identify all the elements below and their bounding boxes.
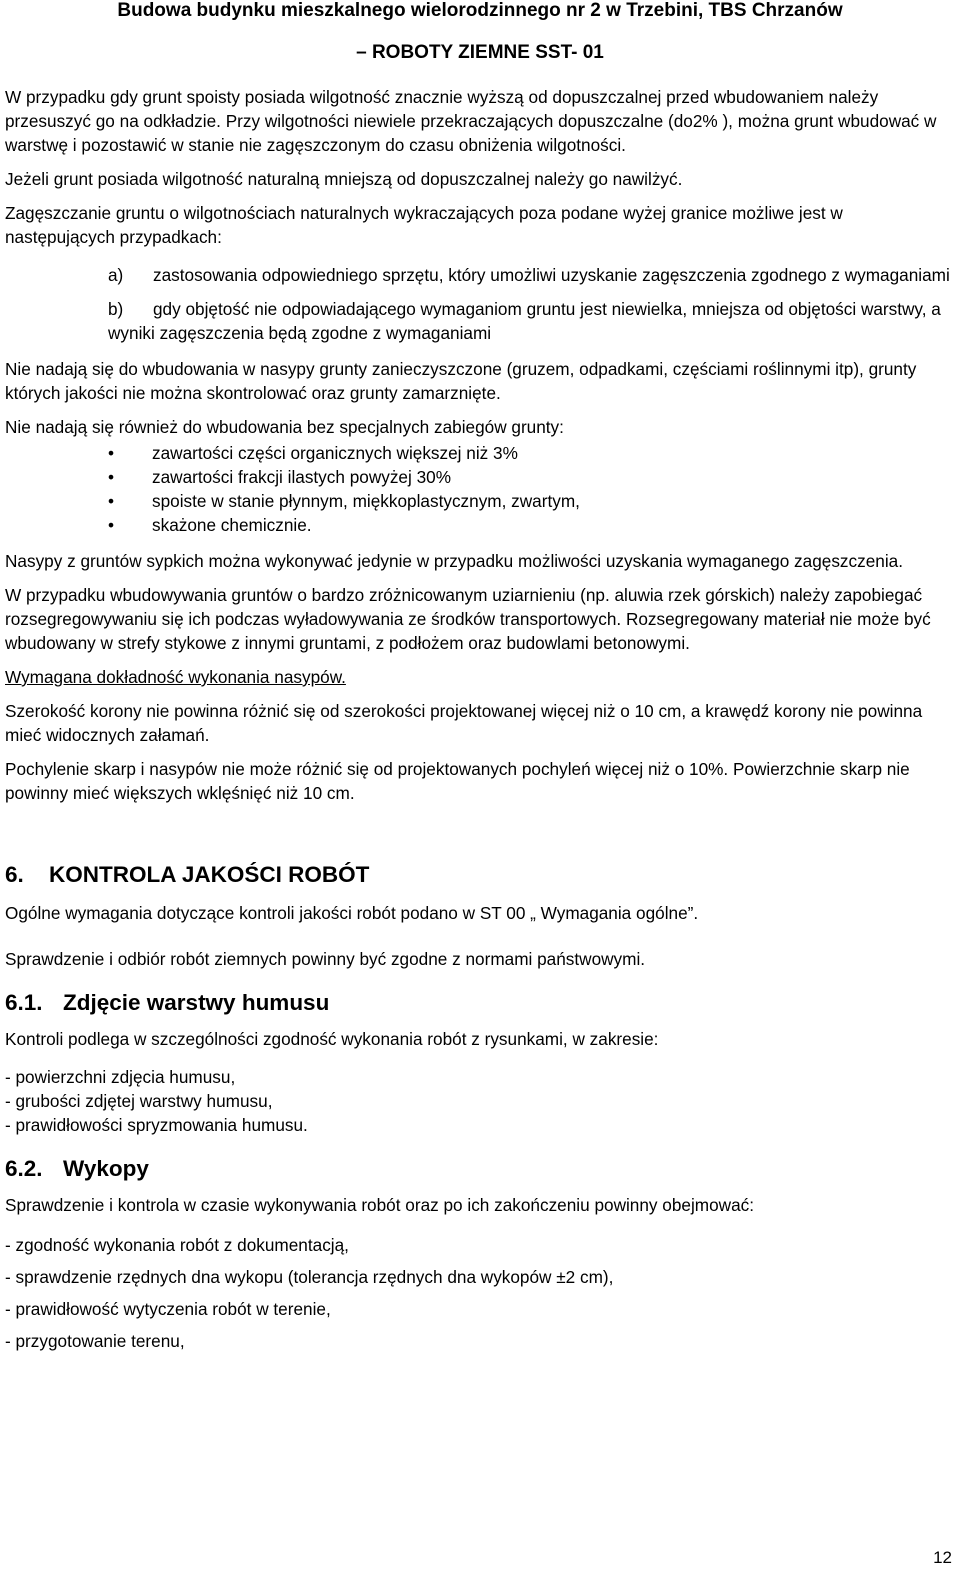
section-heading-6 (5, 861, 950, 889)
bullet-icon: • (108, 491, 115, 511)
bullet-icon: • (108, 515, 115, 535)
paragraph: Ogólne wymagania dotyczące kontroli jakości robót podano w ST 00 „ Wymagania ogólne”. (5, 903, 699, 923)
paragraph: W przypadku wbudowywania gruntów o bardzo zróżnicowanym uziarnieniu (np. aluwia rzek górskich) należy zapobiegać rozsegregowywaniu się ich podczas wyładowywania ze środków transportowych. Rozsegregowany materiał nie może być wbudowany w strefy stykowe z innymi gruntami, z podłożem oraz budowlami betonowymi. (5, 585, 931, 653)
underlined-heading: Wymagana dokładność wykonania nasypów. (5, 667, 346, 687)
paragraph: Pochylenie skarp i nasypów nie może różnić się od projektowanych pochyleń więcej niż o 10%. Powierzchnie skarp nie powinny mieć większych wklęśnięć niż 10 cm. (5, 759, 910, 803)
paragraph: Nie nadają się do wbudowania w nasypy grunty zanieczyszczone (gruzem, odpadkami, częściami roślinnymi itp), grunty których jakości nie można skontrolować oraz grunty zamarznięte. (5, 359, 917, 403)
section-title: KONTROLA JAKOŚCI ROBÓT (49, 862, 370, 887)
list-item: - grubości zdjętej warstwy humusu, (5, 1091, 273, 1111)
list-item: - prawidłowości spryzmowania humusu. (5, 1115, 308, 1135)
paragraph: Sprawdzenie i kontrola w czasie wykonywania robót oraz po ich zakończeniu powinny obejmować: (5, 1195, 754, 1215)
document-header-title: Budowa budynku mieszkalnego wielorodzinnego nr 2 w Trzebini, TBS Chrzanów (117, 0, 843, 21)
paragraph: Szerokość korony nie powinna różnić się od szerokości projektowanej więcej niż o 10 cm, a krawędź korony nie powinna mieć widocznych załamań. (5, 701, 923, 745)
section-number: 6.1. (5, 990, 43, 1015)
bullet-icon: • (108, 467, 115, 487)
paragraph: Kontroli podlega w szczególności zgodność wykonania robót z rysunkami, w zakresie: (5, 1029, 659, 1049)
section-heading-6-2 (5, 1155, 950, 1183)
bullet-item (5, 441, 950, 465)
list-item-b (108, 297, 950, 345)
bullet-text: zawartości frakcji ilastych powyżej 30% (152, 467, 451, 487)
bullet-item (5, 513, 950, 537)
bullet-item (5, 489, 950, 513)
list-item: - zgodność wykonania robót z dokumentacją, (5, 1235, 349, 1255)
dash-list (5, 1233, 950, 1353)
bullet-text: skażone chemicznie. (152, 515, 312, 535)
bullet-item (5, 465, 950, 489)
page-number: 12 (933, 1548, 952, 1567)
list-marker: a) (108, 265, 124, 285)
list-marker: b) (108, 299, 124, 319)
list-item: - przygotowanie terenu, (5, 1331, 185, 1351)
paragraph: Nasypy z gruntów sypkich można wykonywać jedynie w przypadku możliwości uzyskania wymaganego zagęszczenia. (5, 551, 903, 571)
bullet-text: spoiste w stanie płynnym, miękkoplastycznym, zwartym, (152, 491, 580, 511)
section-number: 6. (5, 862, 24, 887)
list-item-text: zastosowania odpowiedniego sprzętu, który umożliwi uzyskanie zagęszczenia zgodnego z wymaganiami (153, 265, 950, 285)
paragraph: Sprawdzenie i odbiór robót ziemnych powinny być zgodne z normami państwowymi. (5, 949, 646, 969)
list-item-text: gdy objętość nie odpowiadającego wymaganiom gruntu jest niewielka, mniejsza od objętości warstwy, a wyniki zagęszczenia będą zgodne z wymaganiami (108, 299, 941, 343)
list-item-a (108, 263, 950, 287)
section-number: 6.2. (5, 1156, 43, 1181)
paragraph: Nie nadają się również do wbudowania bez specjalnych zabiegów grunty: (5, 417, 564, 437)
dash-list (5, 1065, 950, 1137)
section-title: Wykopy (63, 1156, 149, 1181)
section-heading-6-1 (5, 989, 950, 1017)
bullet-text: zawartości części organicznych większej niż 3% (152, 443, 518, 463)
paragraph: Jeżeli grunt posiada wilgotność naturalną mniejszą od dopuszczalnej należy go nawilżyć. (5, 169, 683, 189)
paragraph: W przypadku gdy grunt spoisty posiada wilgotność znacznie wyższą od dopuszczalnej przed wbudowaniem należy przesuszyć go na odkładzie. Przy wilgotności niewiele przekraczających dopuszczalne (do2% ), można grunt wbudować w warstwę i pozostawić w stanie nie zagęszczonym do czasu obniżenia wilgotności. (5, 87, 937, 155)
bullet-list (5, 441, 950, 537)
list-item: - powierzchni zdjęcia humusu, (5, 1067, 236, 1087)
paragraph: Zagęszczanie gruntu o wilgotnościach naturalnych wykraczających poza podane wyżej granice możliwe jest w następujących przypadkach: (5, 203, 843, 247)
bullet-icon: • (108, 443, 115, 463)
document-header-subtitle: – ROBOTY ZIEMNE SST- 01 (356, 42, 604, 63)
document-body (5, 85, 950, 1363)
list-item: - sprawdzenie rzędnych dna wykopu (tolerancja rzędnych dna wykopów ±2 cm), (5, 1267, 614, 1287)
section-title: Zdjęcie warstwy humusu (63, 990, 330, 1015)
list-item: - prawidłowość wytyczenia robót w terenie, (5, 1299, 331, 1319)
